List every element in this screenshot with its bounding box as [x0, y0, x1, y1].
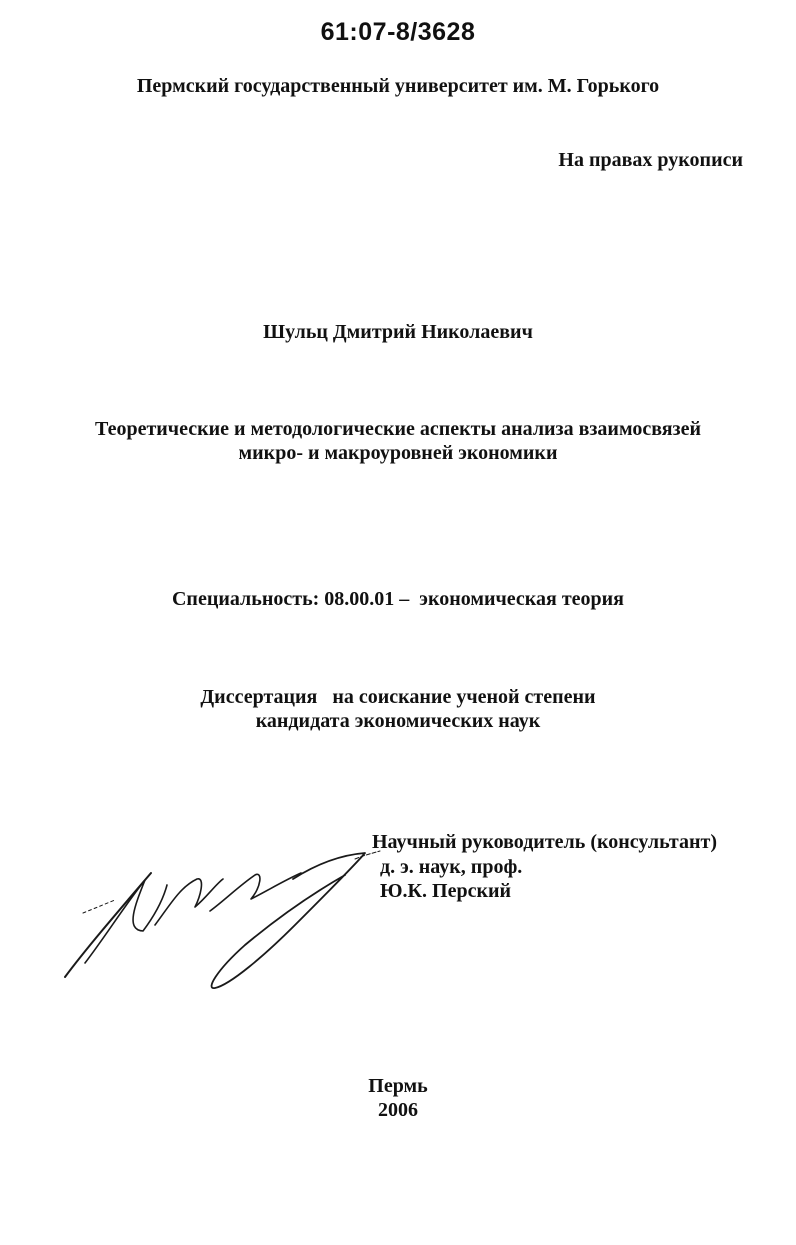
archive-code: 61:07-8/3628	[320, 18, 476, 46]
signature-icon	[55, 845, 385, 995]
dissertation-title-line-2: микро- и макроуровней экономики	[238, 442, 558, 464]
city: Пермь	[368, 1075, 428, 1097]
manuscript-note: На правах рукописи	[558, 149, 743, 171]
dissertation-title-line-1: Теоретические и методологические аспекты анализа взаимосвязей	[94, 418, 701, 440]
degree-line-2: кандидата экономических наук	[255, 710, 541, 732]
university-name: Пермский государственный университет им. М. Горького	[136, 75, 660, 97]
advisor-name: Ю.К. Перский	[380, 880, 512, 902]
advisor-role: Научный руководитель (консультант)	[372, 831, 717, 853]
author-name: Шульц Дмитрий Николаевич	[263, 321, 533, 343]
advisor-degree: д. э. наук, проф.	[380, 856, 523, 878]
year: 2006	[378, 1099, 418, 1121]
specialty: Специальность: 08.00.01 – экономическая теория	[171, 588, 624, 610]
degree-line-1: Диссертация на соискание ученой степени	[200, 686, 596, 708]
